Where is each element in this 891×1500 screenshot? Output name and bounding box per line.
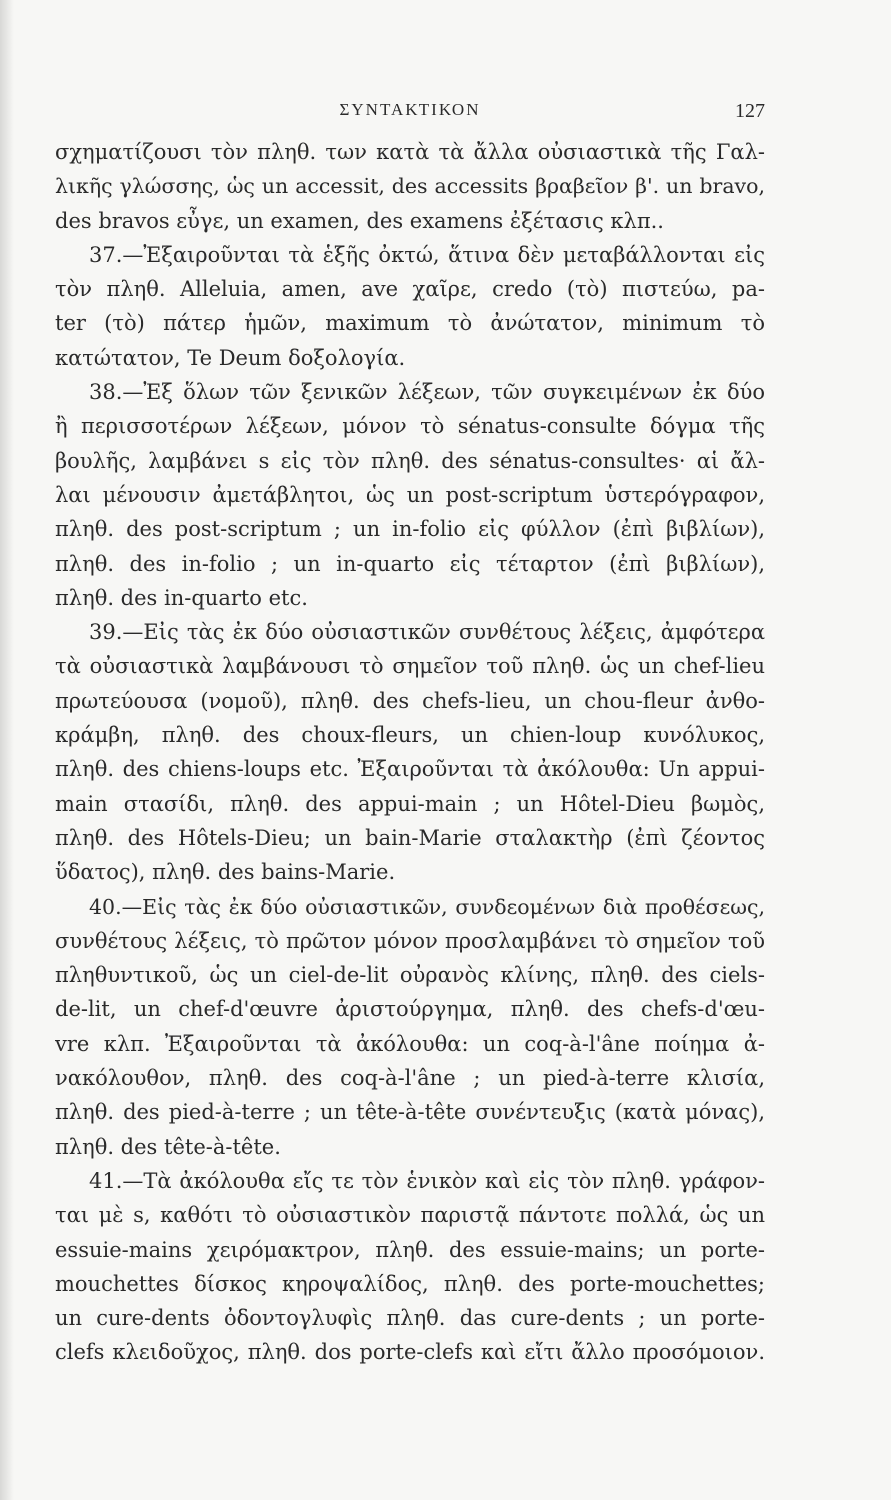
- running-head: [55, 100, 765, 130]
- text-line: 38.—Ἐξ ὅλων τῶν ξενικῶν λέξεων, τῶν συγκειμένων ἐκ δύο: [89, 380, 765, 405]
- text-line: πληθ. des pied-à-terre ; un tête-à-tête συνέντευξις (κατὰ μόνας),: [55, 1100, 765, 1125]
- text-line: κατώτατον, Te Deum δοξολογία.: [55, 345, 406, 370]
- text-line: λικῆς γλώσσης, ὡς un accessit, des accessits βραβεῖον β'. un bravo,: [55, 174, 765, 199]
- text-line: πληθ. des in-folio ; un in-quarto εἰς τέταρτον (ἐπὶ βιβλίων),: [55, 551, 765, 576]
- text-line: πληθ. des post-scriptum ; un in-folio εἰς φύλλον (ἐπὶ βιβλίων),: [55, 517, 765, 542]
- text-line: 40.—Εἰς τὰς ἐκ δύο οὐσιαστικῶν, συνδεομένων διὰ προθέσεως,: [89, 894, 765, 919]
- text-line: νακόλουθον, πληθ. des coq-à-l'âne ; un pied-à-terre κλισία,: [55, 1066, 765, 1091]
- text-line: πληθ. des in-quarto etc.: [55, 585, 308, 610]
- text-line: essuie-mains χειρόμακτρον, πληθ. des essuie-mains; un porte-: [55, 1237, 765, 1262]
- text-line: 41.—Τὰ ἀκόλουθα εἴς τε τὸν ἑνικὸν καὶ εἰς τὸν πληθ. γράφον-: [89, 1168, 765, 1193]
- text-line: main στασίδι, πληθ. des appui-main ; un Hôtel-Dieu βωμὸς,: [55, 791, 765, 816]
- page-number: 127: [735, 100, 765, 122]
- text-line: λαι μένουσιν ἀμετάβλητοι, ὡς un post-scriptum ὑστερόγραφον,: [55, 482, 765, 507]
- text-line: κράμβη, πληθ. des choux-fleurs, un chien-loup κυνόλυκος,: [55, 723, 765, 748]
- text-line: ἢ περισσοτέρων λέξεων, μόνον τὸ sénatus-consulte δόγμα τῆς: [55, 414, 765, 439]
- text-line: vre κλπ. Ἐξαιροῦνται τὰ ἀκόλουθα: un coq-à-l'âne ποίημα ἀ-: [55, 1031, 765, 1056]
- text-line: συνθέτους λέξεις, τὸ πρῶτον μόνον προσλαμβάνει τὸ σημεῖον τοῦ: [55, 928, 765, 953]
- text-line: τὰ οὐσιαστικὰ λαμβάνουσι τὸ σημεῖον τοῦ πληθ. ὡς un chef-lieu: [55, 654, 765, 679]
- text-line: un cure-dents ὀδοντογλυφὶς πληθ. das cure-dents ; un porte-: [55, 1306, 765, 1331]
- text-line: πληθυντικοῦ, ὡς un ciel-de-lit οὐρανὸς κλίνης, πληθ. des ciels-: [55, 963, 765, 988]
- text-line: clefs κλειδοῦχος, πληθ. dos porte-clefs καὶ εἴτι ἄλλο προσόμοιον.: [55, 1340, 765, 1365]
- text-line: σχηματίζουσι τὸν πληθ. των κατὰ τὰ ἄλλα οὐσιαστικὰ τῆς Γαλ-: [55, 140, 765, 164]
- running-head-title: ΣΥΝΤΑΚΤΙΚΟΝ: [339, 100, 481, 119]
- text-line: ter (τὸ) πάτερ ἡμῶν, maximum τὸ ἀνώτατον, minimum τὸ: [55, 311, 765, 336]
- text-line: 37.—Ἐξαιροῦνται τὰ ἑξῆς ὀκτώ, ἅτινα δὲν μεταβάλλονται εἰς: [89, 242, 765, 267]
- text-line: βουλῆς, λαμβάνει s εἰς τὸν πληθ. des sénatus-consultes· αἱ ἄλ-: [55, 448, 765, 473]
- text-line: πρωτεύουσα (νομοῦ), πληθ. des chefs-lieu, un chou-fleur ἀνθο-: [55, 688, 765, 713]
- text-line: de-lit, un chef-d'œuvre ἀριστούργημα, πληθ. des chefs-d'œu-: [55, 997, 765, 1022]
- text-line: ὕδατος), πληθ. des bains-Marie.: [55, 860, 396, 885]
- text-line: des bravos εὖγε, un examen, des examens ἐξέτασις κλπ..: [55, 208, 664, 233]
- text-line: πληθ. des tête-à-tête.: [55, 1134, 281, 1159]
- text-line: πληθ. des chiens-loups etc. Ἐξαιροῦνται τὰ ἀκόλουθα: Un appui-: [55, 757, 765, 782]
- text-line: τὸν πληθ. Alleluia, amen, ave χαῖρε, credo (τὸ) πιστεύω, pa-: [55, 277, 765, 302]
- text-line: ται μὲ s, καθότι τὸ οὐσιαστικὸν παριστᾷ πάντοτε πολλά, ὡς un: [55, 1203, 765, 1228]
- body-text: [55, 135, 765, 1370]
- text-line: mouchettes δίσκος κηροψαλίδος, πληθ. des porte-mouchettes;: [55, 1271, 765, 1296]
- page-spine-shadow: [0, 0, 14, 1500]
- text-line: πληθ. des Hôtels-Dieu; un bain-Marie σταλακτὴρ (ἐπὶ ζέοντος: [55, 825, 765, 850]
- text-line: 39.—Εἰς τὰς ἐκ δύο οὐσιαστικῶν συνθέτους λέξεις, ἀμφότερα: [89, 620, 765, 645]
